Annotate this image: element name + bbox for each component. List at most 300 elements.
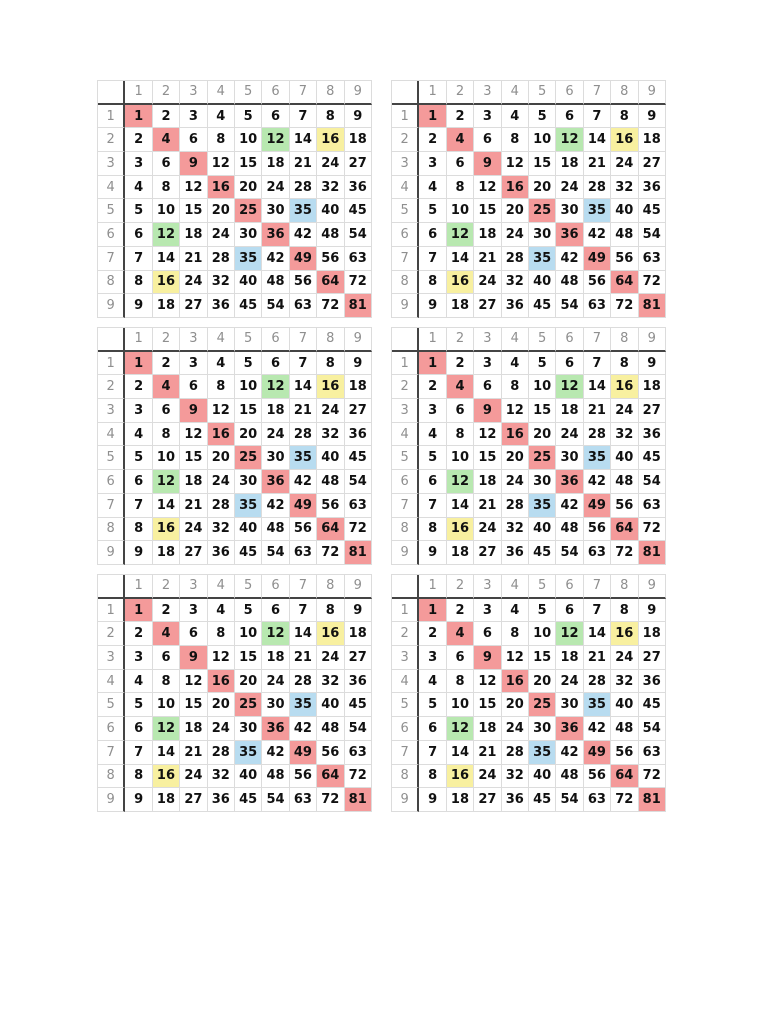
product-cell: 18: [345, 375, 372, 399]
product-cell: 3: [419, 399, 446, 423]
product-cell: 30: [529, 717, 556, 741]
row-header: 9: [392, 788, 419, 812]
product-cell: 48: [317, 223, 344, 247]
product-cell: 18: [345, 622, 372, 646]
product-cell: 45: [345, 693, 372, 717]
column-header: 9: [639, 328, 666, 352]
product-cell: 8: [611, 105, 638, 129]
product-cell: 36: [502, 788, 529, 812]
column-header: 5: [235, 575, 262, 599]
product-cell: 2: [153, 352, 180, 376]
product-cell: 45: [235, 294, 262, 318]
product-cell: 48: [262, 271, 289, 295]
product-cell: 7: [584, 352, 611, 376]
product-cell: 8: [153, 176, 180, 200]
product-cell: 56: [317, 494, 344, 518]
product-cell: 9: [345, 352, 372, 376]
column-header: 6: [556, 328, 583, 352]
product-cell: 8: [419, 518, 446, 542]
product-cell: 12: [180, 670, 207, 694]
product-cell: 64: [611, 271, 638, 295]
product-cell: 40: [611, 446, 638, 470]
product-cell: 10: [235, 375, 262, 399]
column-header: 2: [153, 81, 180, 105]
product-cell: 45: [529, 541, 556, 565]
product-cell: 2: [419, 622, 446, 646]
product-cell: 24: [611, 399, 638, 423]
product-cell: 15: [235, 399, 262, 423]
product-cell: 9: [125, 541, 152, 565]
product-cell: 6: [125, 470, 152, 494]
product-cell: 2: [153, 105, 180, 129]
product-cell: 45: [235, 541, 262, 565]
product-cell: 15: [474, 693, 501, 717]
product-cell: 3: [474, 352, 501, 376]
product-cell: 72: [611, 294, 638, 318]
product-cell: 35: [529, 247, 556, 271]
product-cell: 24: [180, 765, 207, 789]
product-cell: 48: [556, 765, 583, 789]
product-cell: 45: [345, 199, 372, 223]
product-cell: 6: [262, 352, 289, 376]
product-cell: 56: [611, 494, 638, 518]
multiplication-table: [97, 327, 372, 565]
product-cell: 40: [317, 446, 344, 470]
row-header: 8: [98, 271, 125, 295]
product-cell: 18: [262, 646, 289, 670]
product-cell: 9: [639, 105, 666, 129]
row-header: 1: [98, 352, 125, 376]
product-cell: 8: [153, 423, 180, 447]
product-cell: 27: [639, 646, 666, 670]
product-cell: 2: [447, 352, 474, 376]
product-cell: 54: [345, 470, 372, 494]
product-cell: 12: [153, 717, 180, 741]
product-cell: 30: [529, 470, 556, 494]
product-cell: 24: [317, 399, 344, 423]
row-header: 9: [98, 294, 125, 318]
product-cell: 8: [611, 599, 638, 623]
product-cell: 6: [153, 399, 180, 423]
product-cell: 2: [419, 128, 446, 152]
product-cell: 48: [262, 765, 289, 789]
product-cell: 8: [419, 765, 446, 789]
product-cell: 18: [447, 294, 474, 318]
product-cell: 45: [639, 693, 666, 717]
product-cell: 20: [235, 176, 262, 200]
product-cell: 28: [502, 494, 529, 518]
product-cell: 35: [584, 446, 611, 470]
product-cell: 21: [180, 741, 207, 765]
row-header: 4: [98, 670, 125, 694]
product-cell: 12: [153, 470, 180, 494]
column-header: 7: [584, 575, 611, 599]
product-cell: 54: [556, 541, 583, 565]
product-cell: 9: [639, 599, 666, 623]
product-cell: 7: [419, 247, 446, 271]
product-cell: 72: [345, 518, 372, 542]
product-cell: 42: [584, 717, 611, 741]
product-cell: 30: [262, 199, 289, 223]
product-cell: 12: [208, 646, 235, 670]
product-cell: 5: [419, 199, 446, 223]
product-cell: 45: [639, 446, 666, 470]
product-cell: 36: [556, 717, 583, 741]
product-cell: 21: [474, 494, 501, 518]
product-cell: 30: [235, 223, 262, 247]
product-cell: 6: [419, 717, 446, 741]
row-header: 2: [392, 375, 419, 399]
product-cell: 63: [290, 294, 317, 318]
product-cell: 12: [556, 128, 583, 152]
product-cell: 12: [474, 176, 501, 200]
product-cell: 9: [419, 541, 446, 565]
product-cell: 63: [290, 541, 317, 565]
product-cell: 40: [235, 271, 262, 295]
product-cell: 49: [290, 247, 317, 271]
product-cell: 54: [639, 223, 666, 247]
product-cell: 21: [290, 646, 317, 670]
product-cell: 15: [529, 646, 556, 670]
product-cell: 8: [447, 670, 474, 694]
row-header: 8: [98, 518, 125, 542]
product-cell: 32: [611, 670, 638, 694]
product-cell: 3: [474, 105, 501, 129]
row-header: 9: [392, 541, 419, 565]
product-cell: 20: [208, 199, 235, 223]
product-cell: 63: [639, 494, 666, 518]
product-cell: 54: [262, 541, 289, 565]
product-cell: 40: [529, 765, 556, 789]
product-cell: 5: [419, 693, 446, 717]
column-header: 8: [317, 81, 344, 105]
row-header: 1: [98, 599, 125, 623]
product-cell: 24: [474, 271, 501, 295]
column-header: 1: [419, 575, 446, 599]
product-cell: 7: [419, 741, 446, 765]
product-cell: 54: [345, 717, 372, 741]
product-cell: 30: [556, 446, 583, 470]
product-cell: 36: [208, 294, 235, 318]
product-cell: 14: [290, 128, 317, 152]
product-cell: 24: [317, 152, 344, 176]
column-header: 9: [345, 81, 372, 105]
product-cell: 10: [153, 199, 180, 223]
column-header: 4: [208, 81, 235, 105]
column-header: 5: [235, 328, 262, 352]
product-cell: 72: [345, 271, 372, 295]
product-cell: 9: [180, 152, 207, 176]
row-header: 4: [392, 670, 419, 694]
product-cell: 12: [208, 399, 235, 423]
product-cell: 6: [262, 105, 289, 129]
product-cell: 15: [235, 152, 262, 176]
product-cell: 36: [262, 470, 289, 494]
product-cell: 12: [447, 470, 474, 494]
product-cell: 72: [611, 541, 638, 565]
column-header: 8: [611, 575, 638, 599]
column-header: 2: [447, 575, 474, 599]
product-cell: 6: [474, 128, 501, 152]
product-cell: 12: [262, 622, 289, 646]
product-cell: 8: [447, 176, 474, 200]
product-cell: 63: [345, 494, 372, 518]
product-cell: 6: [125, 223, 152, 247]
product-cell: 18: [262, 152, 289, 176]
product-cell: 5: [235, 599, 262, 623]
product-cell: 32: [502, 271, 529, 295]
product-cell: 16: [208, 670, 235, 694]
product-cell: 14: [290, 375, 317, 399]
product-cell: 8: [208, 128, 235, 152]
product-cell: 24: [502, 717, 529, 741]
product-cell: 56: [290, 518, 317, 542]
product-cell: 24: [262, 670, 289, 694]
product-cell: 54: [262, 294, 289, 318]
product-cell: 81: [345, 541, 372, 565]
product-cell: 56: [611, 741, 638, 765]
product-cell: 32: [208, 518, 235, 542]
column-header: 3: [474, 575, 501, 599]
row-header: 3: [98, 152, 125, 176]
product-cell: 8: [153, 670, 180, 694]
product-cell: 4: [208, 352, 235, 376]
product-cell: 25: [235, 693, 262, 717]
product-cell: 32: [611, 423, 638, 447]
product-cell: 18: [474, 223, 501, 247]
product-cell: 54: [639, 717, 666, 741]
column-header: 5: [235, 81, 262, 105]
product-cell: 81: [639, 541, 666, 565]
product-cell: 4: [125, 423, 152, 447]
product-cell: 49: [584, 494, 611, 518]
product-cell: 45: [529, 788, 556, 812]
product-cell: 15: [474, 199, 501, 223]
product-cell: 2: [125, 375, 152, 399]
product-cell: 27: [474, 541, 501, 565]
multiplication-table: [391, 574, 666, 812]
column-header: 9: [345, 575, 372, 599]
column-header: 8: [317, 575, 344, 599]
product-cell: 32: [317, 670, 344, 694]
row-header: 3: [392, 646, 419, 670]
product-cell: 12: [262, 128, 289, 152]
product-cell: 18: [474, 717, 501, 741]
product-cell: 8: [317, 105, 344, 129]
column-header: 7: [290, 328, 317, 352]
product-cell: 20: [502, 693, 529, 717]
product-cell: 3: [180, 105, 207, 129]
product-cell: 36: [639, 176, 666, 200]
product-cell: 81: [345, 294, 372, 318]
product-cell: 32: [208, 765, 235, 789]
product-cell: 42: [584, 223, 611, 247]
product-cell: 63: [639, 247, 666, 271]
product-cell: 4: [153, 128, 180, 152]
product-cell: 42: [290, 717, 317, 741]
product-cell: 14: [447, 741, 474, 765]
row-header: 6: [392, 470, 419, 494]
product-cell: 8: [208, 622, 235, 646]
product-cell: 16: [502, 670, 529, 694]
product-cell: 35: [290, 693, 317, 717]
product-cell: 2: [125, 128, 152, 152]
row-header: 8: [392, 518, 419, 542]
product-cell: 8: [447, 423, 474, 447]
product-cell: 5: [529, 352, 556, 376]
product-cell: 18: [639, 375, 666, 399]
product-cell: 36: [502, 294, 529, 318]
product-cell: 24: [611, 646, 638, 670]
product-cell: 20: [208, 446, 235, 470]
row-header: 2: [98, 375, 125, 399]
row-header: 6: [98, 717, 125, 741]
product-cell: 18: [180, 223, 207, 247]
product-cell: 25: [529, 446, 556, 470]
product-cell: 6: [180, 375, 207, 399]
column-header: 6: [262, 328, 289, 352]
column-header: 4: [502, 328, 529, 352]
product-cell: 24: [502, 223, 529, 247]
row-header: 7: [98, 741, 125, 765]
row-header: 5: [98, 199, 125, 223]
product-cell: 32: [208, 271, 235, 295]
product-cell: 72: [317, 788, 344, 812]
product-cell: 14: [584, 375, 611, 399]
product-cell: 42: [556, 741, 583, 765]
product-cell: 36: [208, 788, 235, 812]
product-cell: 42: [584, 470, 611, 494]
product-cell: 18: [345, 128, 372, 152]
row-header: 9: [392, 294, 419, 318]
column-header: 9: [639, 575, 666, 599]
product-cell: 14: [584, 622, 611, 646]
row-header: 5: [98, 693, 125, 717]
product-cell: 9: [474, 152, 501, 176]
product-cell: 16: [447, 518, 474, 542]
product-cell: 28: [502, 741, 529, 765]
product-cell: 32: [611, 176, 638, 200]
multiplication-table: [97, 574, 372, 812]
column-header: 1: [125, 81, 152, 105]
product-cell: 36: [345, 176, 372, 200]
product-cell: 9: [180, 399, 207, 423]
product-cell: 8: [611, 352, 638, 376]
product-cell: 16: [502, 176, 529, 200]
row-header: 6: [392, 717, 419, 741]
row-header: 4: [98, 423, 125, 447]
product-cell: 10: [529, 622, 556, 646]
product-cell: 25: [529, 693, 556, 717]
product-cell: 21: [474, 741, 501, 765]
product-cell: 36: [639, 423, 666, 447]
product-cell: 4: [502, 352, 529, 376]
product-cell: 32: [502, 518, 529, 542]
column-header: 1: [125, 328, 152, 352]
product-cell: 27: [639, 152, 666, 176]
product-cell: 2: [419, 375, 446, 399]
row-header: 9: [98, 541, 125, 565]
column-header: 7: [290, 575, 317, 599]
product-cell: 36: [345, 670, 372, 694]
product-cell: 27: [639, 399, 666, 423]
product-cell: 15: [180, 446, 207, 470]
product-cell: 6: [474, 375, 501, 399]
product-cell: 24: [208, 223, 235, 247]
product-cell: 14: [153, 247, 180, 271]
row-header: 1: [392, 105, 419, 129]
product-cell: 56: [611, 247, 638, 271]
product-cell: 16: [208, 423, 235, 447]
product-cell: 28: [290, 423, 317, 447]
product-cell: 63: [290, 788, 317, 812]
product-cell: 8: [419, 271, 446, 295]
row-header: 6: [98, 470, 125, 494]
product-cell: 25: [235, 199, 262, 223]
product-cell: 56: [317, 247, 344, 271]
product-cell: 9: [639, 352, 666, 376]
product-cell: 1: [419, 599, 446, 623]
product-cell: 24: [180, 271, 207, 295]
product-cell: 72: [639, 765, 666, 789]
product-cell: 1: [419, 352, 446, 376]
product-cell: 42: [290, 223, 317, 247]
product-cell: 5: [125, 446, 152, 470]
product-cell: 48: [556, 271, 583, 295]
product-cell: 54: [262, 788, 289, 812]
product-cell: 8: [502, 622, 529, 646]
product-cell: 15: [529, 399, 556, 423]
product-cell: 21: [584, 399, 611, 423]
product-cell: 42: [262, 741, 289, 765]
product-cell: 32: [317, 176, 344, 200]
column-header: 6: [262, 81, 289, 105]
product-cell: 28: [208, 494, 235, 518]
product-cell: 10: [447, 446, 474, 470]
product-cell: 24: [317, 646, 344, 670]
product-cell: 16: [611, 375, 638, 399]
product-cell: 6: [153, 646, 180, 670]
product-cell: 16: [317, 622, 344, 646]
product-cell: 56: [584, 765, 611, 789]
product-cell: 16: [611, 622, 638, 646]
product-cell: 9: [419, 294, 446, 318]
product-cell: 20: [502, 199, 529, 223]
product-cell: 12: [262, 375, 289, 399]
product-cell: 27: [180, 541, 207, 565]
product-cell: 72: [317, 294, 344, 318]
product-cell: 54: [556, 294, 583, 318]
product-cell: 2: [447, 599, 474, 623]
product-cell: 16: [317, 375, 344, 399]
product-cell: 12: [447, 223, 474, 247]
product-cell: 18: [447, 788, 474, 812]
product-cell: 12: [180, 176, 207, 200]
product-cell: 10: [529, 128, 556, 152]
product-cell: 56: [317, 741, 344, 765]
product-cell: 49: [290, 741, 317, 765]
column-header: 2: [447, 81, 474, 105]
product-cell: 1: [125, 599, 152, 623]
row-header: 7: [98, 247, 125, 271]
column-header: 8: [611, 81, 638, 105]
product-cell: 4: [153, 375, 180, 399]
corner-cell: [98, 575, 125, 599]
product-cell: 16: [153, 271, 180, 295]
product-cell: 18: [556, 399, 583, 423]
product-cell: 3: [419, 646, 446, 670]
product-cell: 18: [556, 646, 583, 670]
